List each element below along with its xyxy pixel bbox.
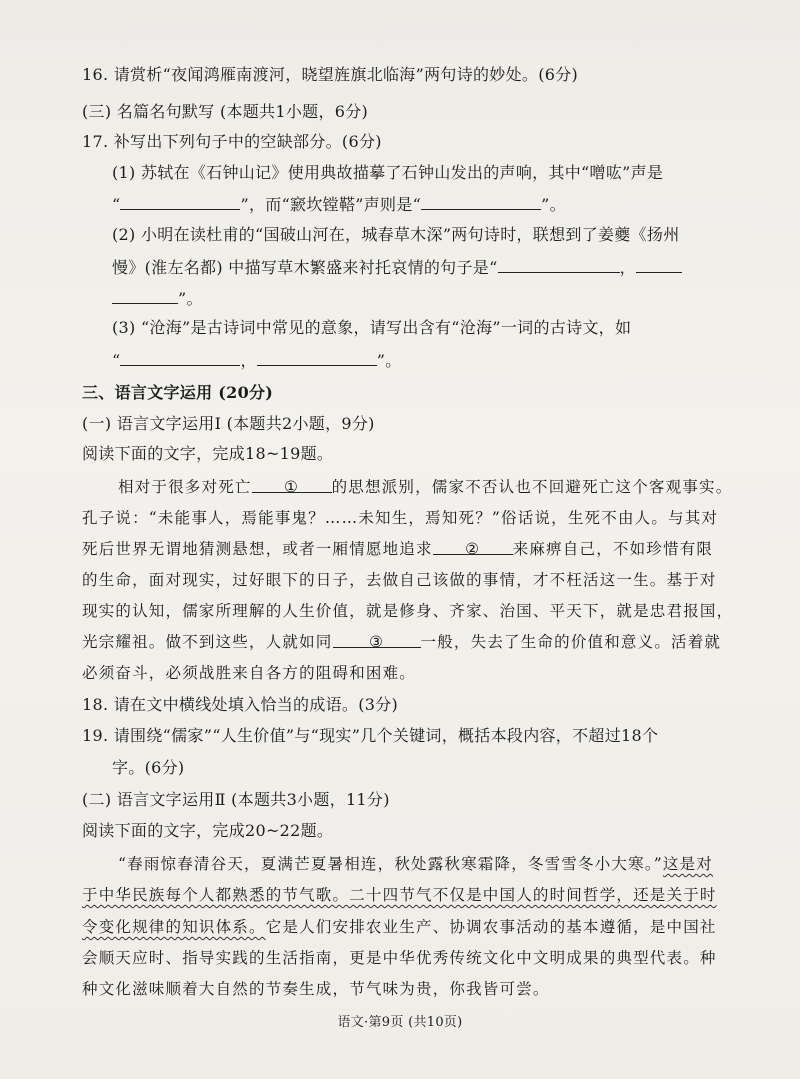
passage-text: 死后世界无谓地猜测悬想，或者一厢情愿地追求: [82, 540, 433, 558]
question-17-1-line-2: [112, 193, 566, 216]
comma: ，: [619, 258, 636, 277]
question-17-2-line-1: (2) 小明在读杜甫的“国破山河在，城春草木深”两句诗时，联想到了姜夔《扬州: [112, 225, 680, 244]
answer-blank-17-1b[interactable]: [421, 193, 541, 210]
connector-text: ”，而“窾坎镗鞳”声则是“: [240, 195, 422, 214]
passage-text: “春雨惊春清谷天，夏满芒夏暑相连，秋处露秋寒霜降，冬雪雪冬小大寒。”: [118, 855, 663, 873]
passage-blank-3[interactable]: ③: [333, 631, 421, 648]
open-quote: “: [112, 351, 121, 370]
reading-instruction-2: 阅读下面的文字，完成20~22题。: [82, 821, 334, 840]
section-heading-famous-lines: (三) 名篇名句默写 (本题共1小题，6分): [82, 102, 369, 121]
question-19-line-2: 字。(6分): [112, 758, 185, 777]
passage-text: 一般，失去了生命的价值和意义。活着就: [420, 633, 722, 651]
passage-blank-1[interactable]: ①: [252, 476, 332, 493]
subsection-1-heading: (一) 语言文字运用Ⅰ (本题共2小题，9分): [82, 414, 375, 433]
answer-blank-17-1a[interactable]: [120, 193, 240, 210]
page-footer: 语文·第9页 (共10页): [337, 1015, 463, 1030]
passage-1-line-1: [118, 476, 732, 498]
subsection-2-heading: (二) 语言文字运用Ⅱ (本题共3小题，11分): [82, 790, 390, 809]
question-19-line-1: 19. 请围绕“儒家”“人生价值”与“现实”几个关键词，概括本段内容，不超过18个: [82, 726, 659, 745]
underlined-text: 这是对: [662, 855, 714, 873]
answer-blank-17-2b[interactable]: [636, 256, 682, 273]
reading-instruction-1: 阅读下面的文字，完成18~19题。: [82, 444, 334, 463]
passage-text: 来麻痹自己，不如珍惜有限: [512, 540, 714, 558]
question-17-3-line-1: (3) “沧海”是古诗词中常见的意象，请写出含有“沧海”一词的古诗文，如: [112, 318, 632, 337]
passage-2-line-2: 于中华民族每个人都熟悉的节气歌。二十四节气不仅是中国人的时间哲学，还是关于时: [82, 886, 717, 904]
comma: ，: [240, 351, 257, 370]
answer-blank-17-3a[interactable]: [120, 349, 240, 366]
passage-1-line-7: 必须奋斗，必须战胜来自各方的阻碍和困难。: [82, 664, 417, 682]
passage-text: 的思想派别，儒家不否认也不回避死亡这个客观事实。: [331, 478, 733, 496]
passage-text: 它是人们安排农业生产、协调农事活动的基本遵循，是中国社: [265, 918, 717, 936]
passage-2-line-5: 种文化滋味顺着大自然的节奏生成，节气味为贵，你我皆可尝。: [82, 980, 550, 998]
question-16: 16. 请赏析“夜闻鸿雁南渡河，晓望旌旗北临海”两句诗的妙处。(6分): [82, 65, 579, 84]
prompt-text: 慢》(淮左名都) 中描写草木繁盛来衬托哀情的句子是“: [112, 258, 498, 277]
passage-2-line-1: [118, 853, 713, 875]
passage-1-line-3: [82, 538, 713, 560]
question-18: 18. 请在文中横线处填入恰当的成语。(3分): [82, 695, 399, 714]
question-17: 17. 补写出下列句子中的空缺部分。(6分): [82, 132, 382, 151]
close-quote: ”。: [376, 351, 402, 370]
close-quote: ”。: [178, 289, 203, 308]
open-quote: “: [112, 195, 121, 214]
passage-text: 光宗耀祖。做不到这些，人就如同: [82, 633, 333, 651]
passage-1-line-6: [82, 631, 721, 653]
passage-1-line-5: 现实的认知，儒家所理解的人生价值，就是修身、齐家、治国、平天下，就是忠君报国，: [82, 602, 734, 620]
close-quote: ”。: [541, 195, 566, 214]
question-17-3-line-2: [112, 349, 402, 372]
part-3-heading: 三、语言文字运用 (20分): [82, 383, 274, 402]
passage-1-line-2: 孔子说：“未能事人，焉能事鬼？……未知生，焉知死？”俗话说，生死不由人。与其对: [82, 509, 719, 527]
passage-1-line-4: 的生命，面对现实，过好眼下的日子，去做自己该做的事情，才不枉活这一生。基于对: [82, 571, 717, 589]
answer-blank-17-3b[interactable]: [257, 349, 377, 366]
question-17-1-line-1: (1) 苏轼在《石钟山记》使用典故描摹了石钟山发出的声响，其中“噌吰”声是: [112, 163, 664, 182]
passage-blank-2[interactable]: ②: [433, 538, 513, 555]
answer-blank-17-2a[interactable]: [498, 256, 620, 273]
underlined-text: 令变化规律的知识体系。: [82, 918, 266, 936]
answer-blank-17-2b-cont[interactable]: [112, 287, 178, 304]
question-17-2-line-3: [112, 287, 203, 310]
passage-text: 相对于很多对死亡: [118, 478, 252, 496]
passage-2-line-3: [82, 916, 717, 938]
passage-2-line-4: 会顺天应时、指导实践的生活指南，更是中华优秀传统文化中文明成果的典型代表。种: [82, 949, 717, 967]
question-17-2-line-2: [112, 256, 682, 279]
